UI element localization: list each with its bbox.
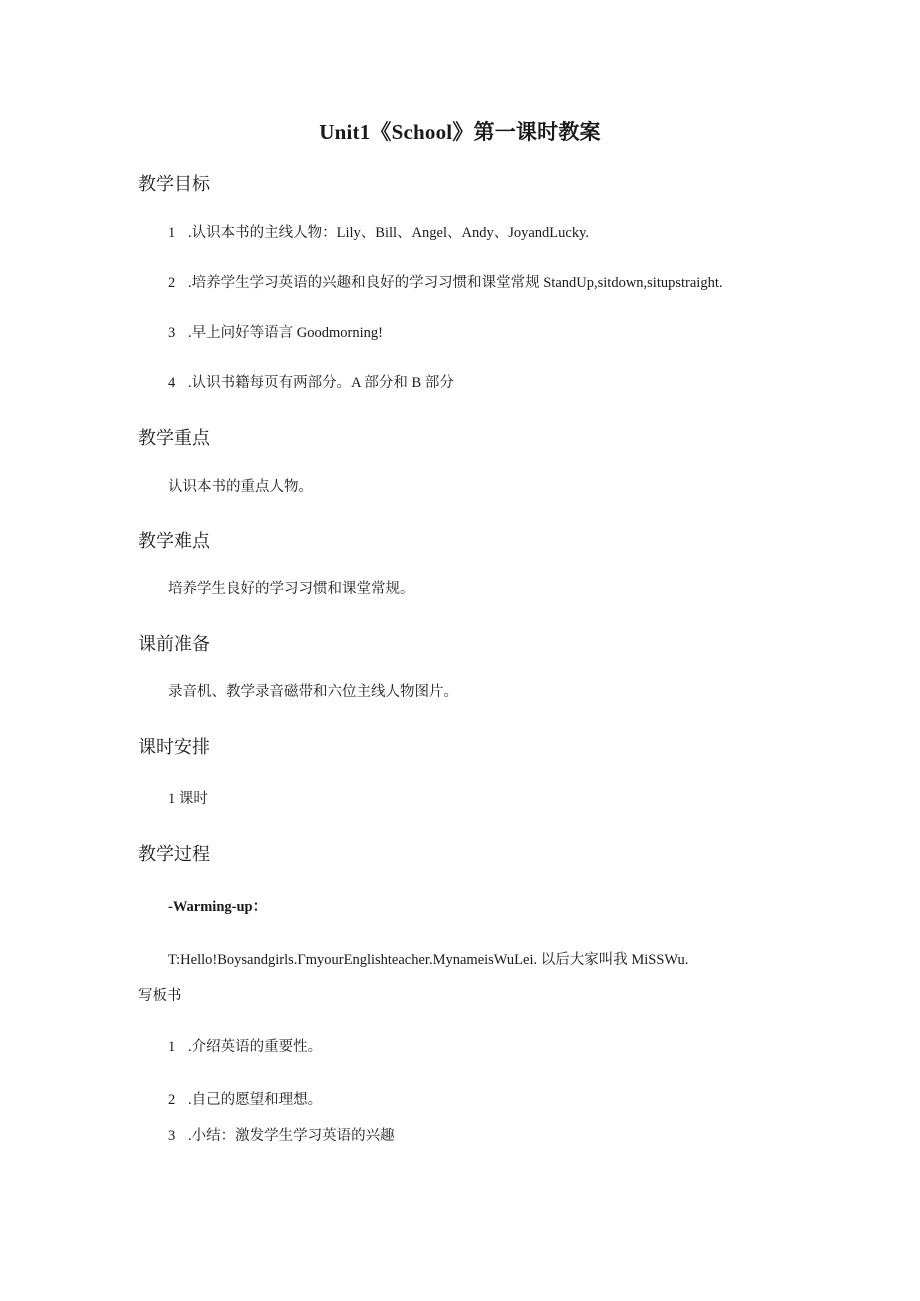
item-text: .小结：激发学生学习英语的兴趣 (188, 1128, 395, 1144)
item-number: 2 (168, 1092, 176, 1108)
heading-preparation: 课前准备 (138, 634, 210, 655)
objective-item (168, 223, 589, 243)
item-text: .认识书籍每页有两部分。A 部分和 B 部分 (188, 375, 454, 391)
item-text: .自己的愿望和理想。 (188, 1092, 323, 1108)
schedule-text: 1 课时 (168, 791, 208, 807)
page-title: Unit1《School》第一课时教案 (319, 120, 601, 144)
process-item (168, 1037, 322, 1057)
heading-process: 教学过程 (138, 844, 210, 865)
difficulties-text: 培养学生良好的学习习惯和课堂常规。 (168, 581, 415, 597)
key-points-text: 认识本书的重点人物。 (168, 479, 313, 495)
item-number: 4 (168, 375, 176, 391)
objective-item (168, 273, 723, 293)
item-text: .培养学生学习英语的兴趣和良好的学习习惯和课堂常规 StandUp,sitdown,situpstraight. (188, 275, 723, 291)
objective-item (168, 323, 383, 343)
heading-difficulties: 教学难点 (138, 531, 210, 552)
item-number: 1 (168, 1039, 176, 1055)
process-item (168, 1090, 322, 1110)
item-number: 3 (168, 325, 176, 341)
item-number: 3 (168, 1128, 176, 1144)
item-text: .认识本书的主线人物：Lily、Bill、Angel、Andy、JoyandLucky. (188, 225, 590, 241)
heading-key-points: 教学重点 (138, 428, 210, 449)
item-text: .介绍英语的重要性。 (188, 1039, 323, 1055)
heading-objectives: 教学目标 (138, 174, 210, 195)
preparation-text: 录音机、教学录音磁带和六位主线人物图片。 (168, 684, 458, 700)
process-item (168, 1126, 395, 1146)
objective-item (168, 373, 454, 393)
item-number: 1 (168, 225, 176, 241)
teacher-line: T:Hello!Boysandgirls.ΓmyourEnglishteacher.MynameisWuLei. 以后大家叫我 MiSSWu. (168, 952, 689, 968)
item-number: 2 (168, 275, 176, 291)
item-text: .早上问好等语言 Goodmorning! (188, 325, 383, 341)
heading-schedule: 课时安排 (138, 737, 210, 758)
warmup-label: -Warming-up： (168, 899, 268, 915)
teacher-line-continuation: 写板书 (138, 988, 182, 1004)
